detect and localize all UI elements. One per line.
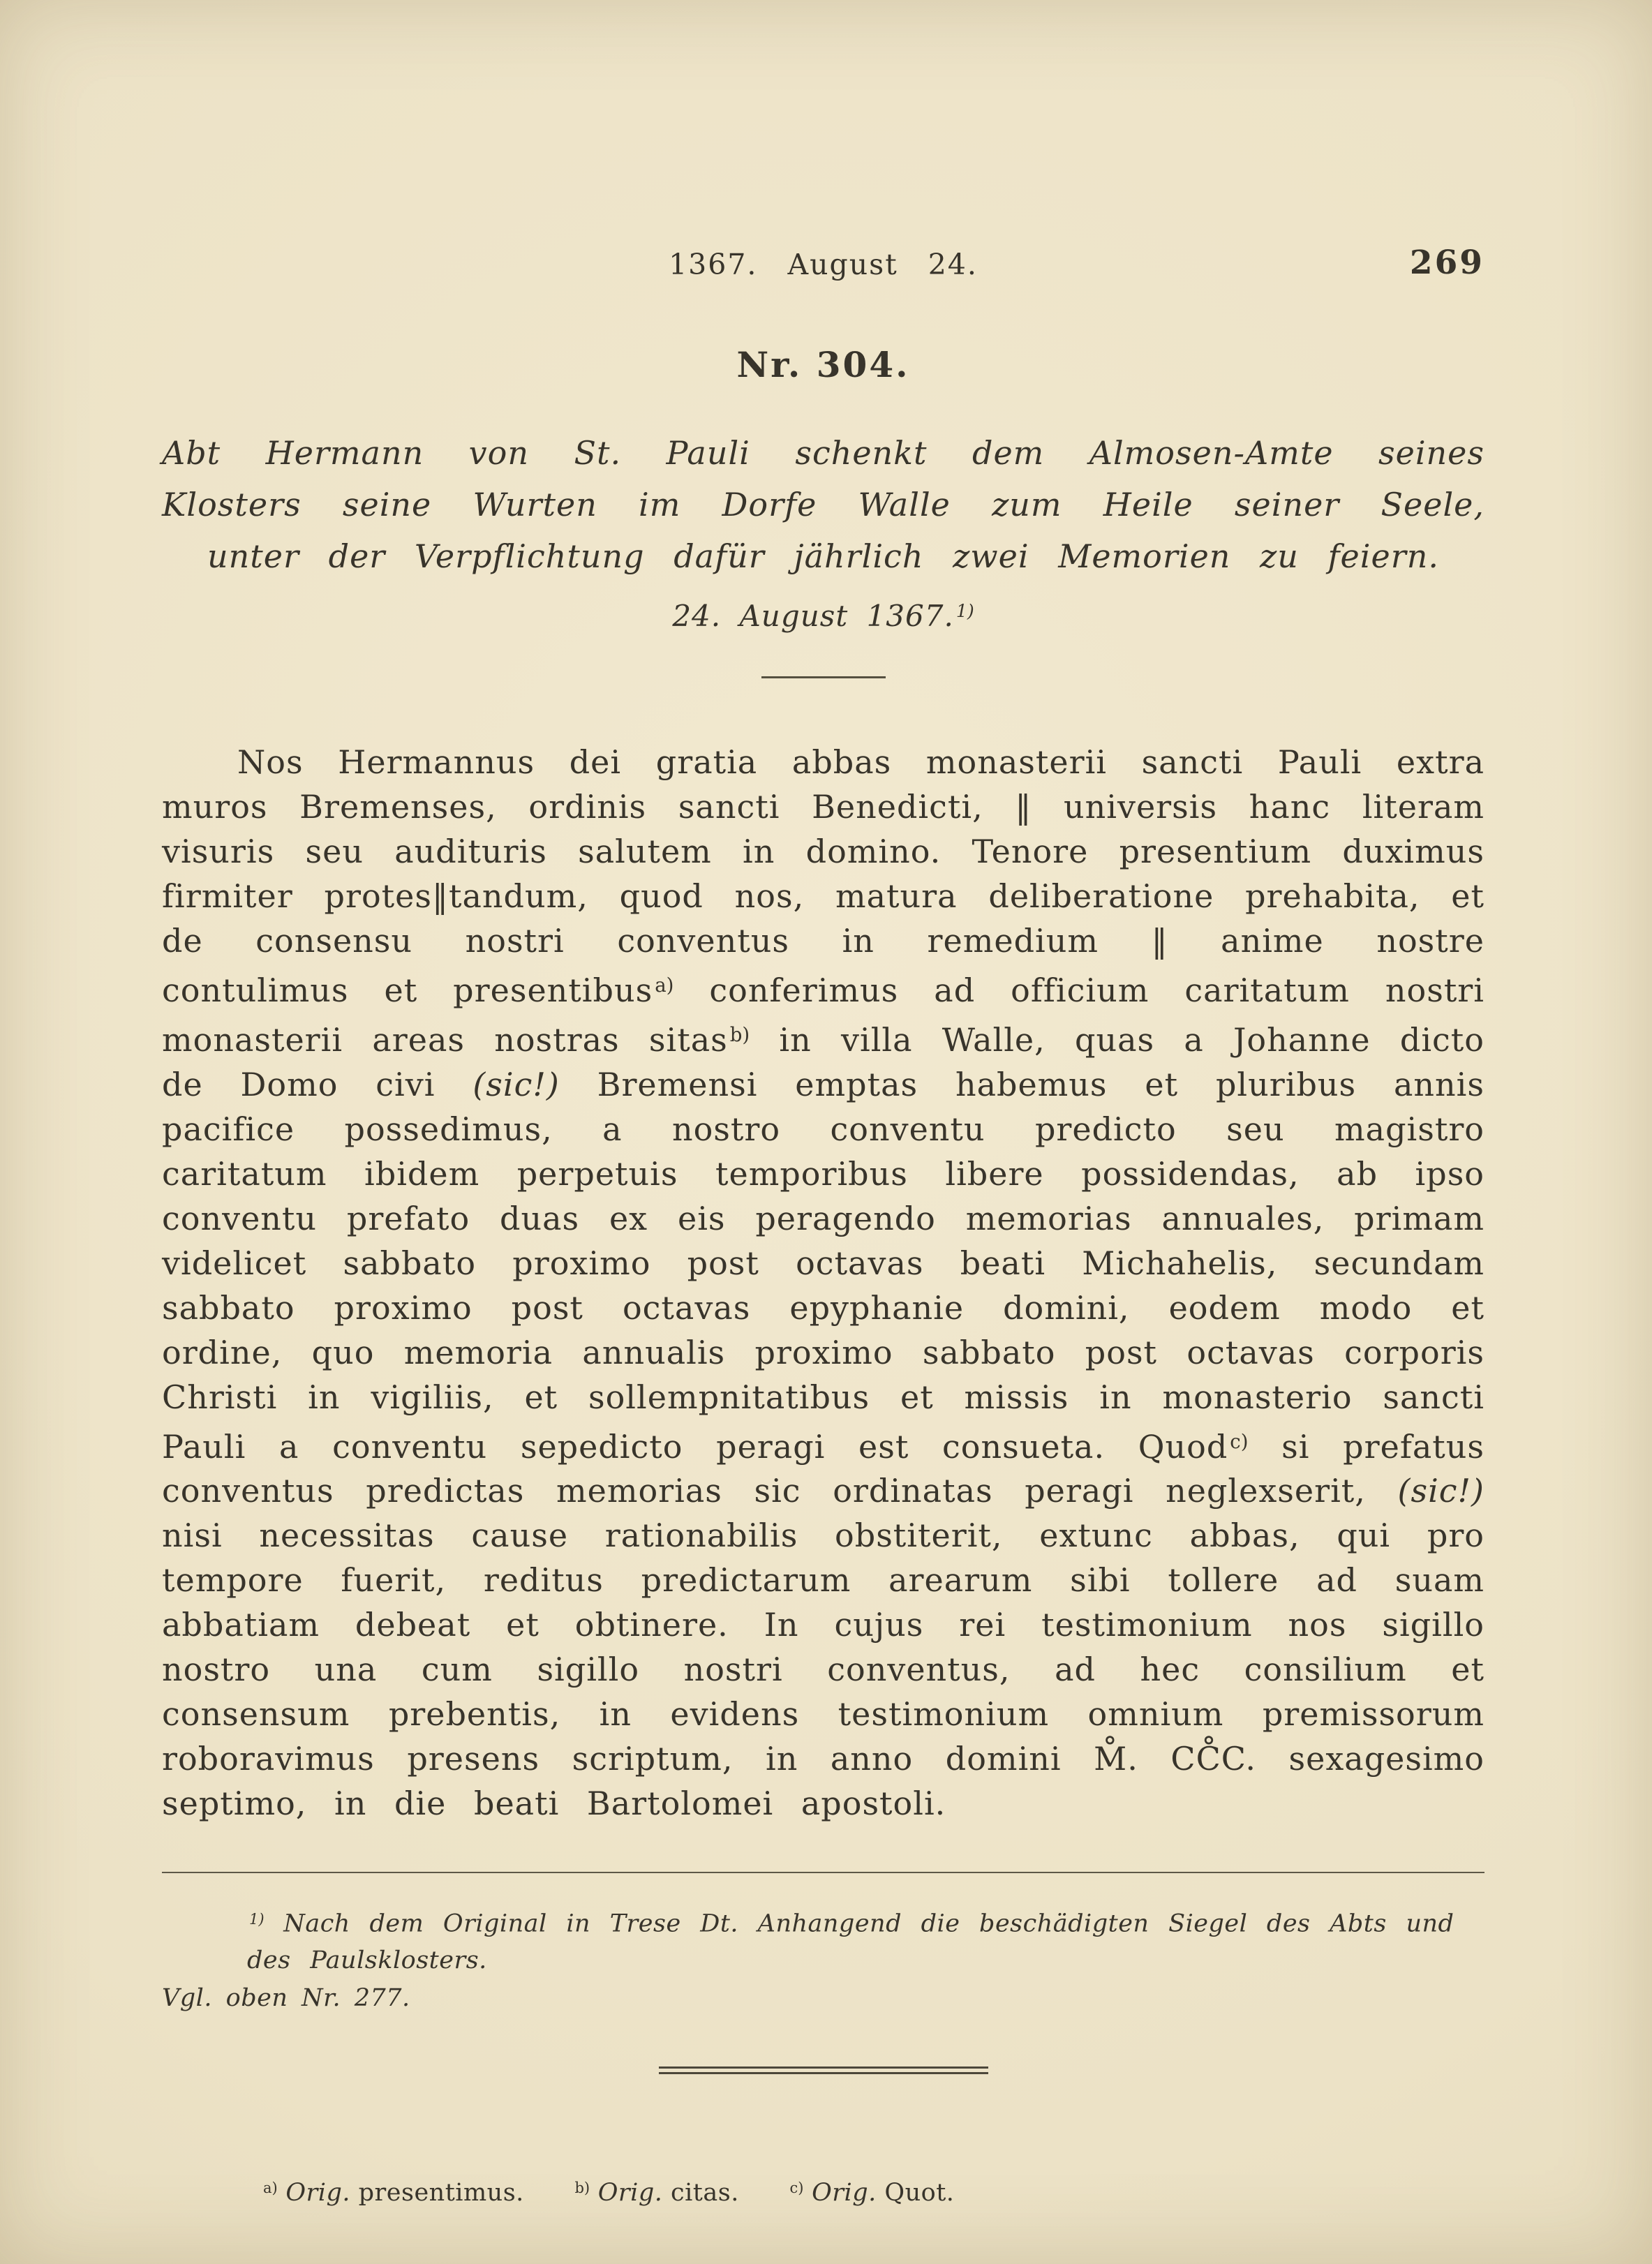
charter-dateline xyxy=(162,599,1484,633)
closing-double-rule xyxy=(659,2066,988,2074)
footnote-line-1 xyxy=(162,1901,1484,1979)
apparatus-reading: citas. xyxy=(671,2178,739,2207)
apparatus-item xyxy=(261,2179,524,2207)
apparatus-source: Orig. xyxy=(597,2178,663,2207)
apparatus-line xyxy=(162,2179,1484,2207)
footnote-block xyxy=(162,1872,1484,2012)
footnote-mark: 1) xyxy=(249,1911,265,1928)
running-header xyxy=(162,244,1484,282)
running-title: 1367. August 24. xyxy=(669,248,978,281)
footnote-text: Nach dem Original in Trese Dt. Anhangend die beschädigten Siegel des Abts und des Paulsklosters. xyxy=(247,1909,1454,1974)
footnote-line-2: Vgl. oben Nr. 277. xyxy=(162,1983,410,2012)
apparatus-reading: Quot. xyxy=(884,2178,955,2207)
page-number: 269 xyxy=(1409,244,1484,282)
apparatus-mark: c) xyxy=(789,2180,804,2197)
charter-number: Nr. 304. xyxy=(736,344,910,385)
apparatus-item xyxy=(572,2179,738,2207)
dateline-footnote-mark: 1) xyxy=(955,601,974,622)
apparatus-source: Orig. xyxy=(285,2178,351,2207)
apparatus-source: Orig. xyxy=(812,2178,877,2207)
apparatus-mark: a) xyxy=(263,2180,278,2197)
apparatus-item xyxy=(787,2179,954,2207)
dateline-text: 24. August 1367. xyxy=(672,599,954,633)
charter-body: Nos Hermannus dei gratia abbas monasterii sancti Pauli extra muros Bremenses, ordinis sancti Benedicti, ‖ universis hanc literam visuris seu audituris salutem in domino. Tenore presentium duximus firmiter protes‖tandum, quod nos, matura deliberatione prehabita, et de consensu nostri conventus in remedium ‖ anime nostre contulimus et presentibus $^{a)}$ conferimus ad officium caritatum nostri monasterii areas nostras sitas $^{b)}$ in villa Walle, quas a Johanne dicto de Domo civi (sic!) Bremensi emptas habemus et pluribus annis pacifice possedimus, a nostro conventu predicto seu magistro caritatum ibidem perpetuis temporibus libere possidendas, ab ipso conventu prefato duas ex eis peragendo memorias annuales, primam videlicet sabbato proximo post octavas beati Michahelis, secundam sabbato proximo post octavas epyphanie domini, eodem modo et ordine, quo memoria annualis proximo sabbato post octavas corporis Christi in vigiliis, et sollempnitatibus et missis in monasterio sancti Pauli a conventu sepedicto peragi est consueta. Quod $^{c)}$ si prefatus conventus predictas memorias sic ordinatas peragi neglexserit, (sic!) nisi necessitas cause rationabilis obstiterit, extunc abbas, qui pro tempore fuerit, reditus predictarum arearum sibi tollere ad suam abbatiam debeat et obtinere. In cujus rei testimonium nos sigillo nostro una cum sigillo nostri conventus, ad hec consilium et consensum prebentis, in evidens testimonium omnium premissorum roboravimus presens scriptum, in anno domini M̊. CC̊C. sexagesimo septimo, in die beati Bartolomei apostoli. xyxy=(162,743,1484,1823)
section-divider-rule xyxy=(761,676,886,678)
apparatus-mark: b) xyxy=(574,2180,590,2197)
apparatus-reading: presentimus. xyxy=(358,2178,524,2207)
charter-summary: Abt Hermann von St. Pauli schenkt dem Almosen-Amte seines Klosters seine Wurten im Dorfe Walle zum Heile seiner Seele, unter der Verpflichtung dafür jährlich zwei Memorien zu feiern. xyxy=(162,434,1484,575)
footnote-rule xyxy=(162,1872,1484,1873)
